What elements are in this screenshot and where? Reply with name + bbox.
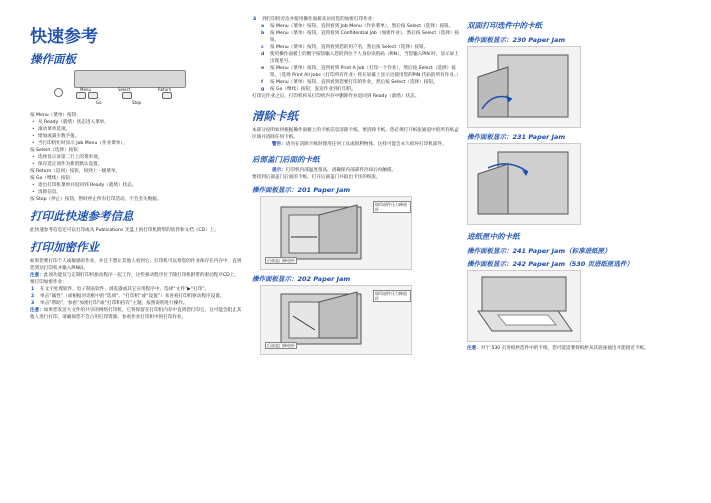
substep-text: 按 Menu（菜单）按钮，直到看到您要打印的作业，然后按 Select（选择）按钮。 xyxy=(270,80,438,85)
note-label: 注意： xyxy=(467,346,481,351)
tip xyxy=(272,167,460,174)
duplex-illustration-2 xyxy=(467,143,581,225)
rear-door-latch-callout: 后部盖门释放杆 xyxy=(267,343,295,348)
substep-item xyxy=(261,86,460,93)
stop-text: 按 Stop（停止）按钮，暂时停止所有打印活动，不会丢失数据。 xyxy=(30,197,162,202)
step-text: 在文字处理软件、电子制表软件、浏览器或其它应用程序中，选择“文件”▶“打印”。 xyxy=(40,287,210,292)
substep-text: 按 Go（继续）按钮，发送作业到打印机。 xyxy=(270,87,356,92)
panel-heading: 操作面板 xyxy=(30,52,76,66)
rear-door-illustration-2 xyxy=(260,285,412,355)
menu-item: • 从 Ready（就绪）状态进入菜单。 xyxy=(38,119,245,126)
encrypted-job-heading: 打印加密作业 xyxy=(30,240,99,254)
step-number: 3 xyxy=(31,301,35,306)
msg-202: 操作面板显示：202 Paper Jam xyxy=(252,275,351,283)
step-number: 4 xyxy=(253,17,257,22)
msg-241 xyxy=(467,246,692,255)
note-text: 对于 530 页进纸匣选件中的卡纸，您可能需要将纸匣从其底座抽出才能接近卡纸。 xyxy=(480,346,649,351)
substep-letter: g xyxy=(261,87,265,92)
return-text: 按 Return（返回）按钮，回到上一级菜单。 xyxy=(30,169,121,174)
msg-231: 操作面板显示：231 Paper Jam xyxy=(467,133,566,141)
substep-item xyxy=(261,51,460,65)
substep-item xyxy=(261,44,460,51)
duplex-unit-icon xyxy=(468,47,580,127)
substep-item xyxy=(261,23,460,30)
column-middle xyxy=(252,16,460,355)
column-right xyxy=(467,16,692,352)
steps-intro: 要打印加密作业： xyxy=(30,280,67,285)
step-text: 单击“属性”（或根据对话框中的“选项”、“打印机”或“设置”）来查看打印机驱动程序设置。 xyxy=(40,294,225,299)
warning xyxy=(272,141,460,148)
print-info-heading: 打印此快速参考信息 xyxy=(30,209,134,223)
tip-text: 打印机内部温度很高，请确保内部部件冷却后再触摸。 xyxy=(285,168,397,173)
substep-item xyxy=(261,79,460,86)
tray-note xyxy=(467,345,692,352)
step-item xyxy=(31,286,245,293)
panel-label-go: Go xyxy=(96,100,102,105)
menu-intro: 按 Menu（菜单）按钮： xyxy=(30,113,81,118)
substep-text: 按 Menu（菜单）按钮，直到看到 Confidential Job（加密作业），然后按 Select（选择）按钮。 xyxy=(270,31,460,43)
panel-display xyxy=(74,70,186,88)
substep-letter: d xyxy=(261,52,265,57)
note-text: 如果您发送大文件的共享的网络打印机，它将保留在打印机内存中直到您打印它。这可能会阻止其他人进行打印，请确保您不会占用打印资源。参看作业打印机中的打印作业。 xyxy=(30,308,242,320)
panel-label-select: Select xyxy=(118,87,131,92)
step-text: 单击“帮助”，参看“加密打印”或“打印和持有”主题，按照说明进行操作。 xyxy=(40,301,188,306)
msg-242-suffix: （530 页进纸匣选件） xyxy=(565,260,634,268)
rear-door-illustration-1 xyxy=(260,196,412,270)
fuser-lever-callout: 熔印部件压力释放杆 xyxy=(373,290,411,302)
print-info-text: 此快速参考信息还可以打印或从 Publications 光盘上的打印机附带的软件和文档（CD）上。 xyxy=(30,228,219,233)
tip-label: 提示： xyxy=(272,168,286,173)
msg-230: 操作面板显示：230 Paper Jam xyxy=(467,36,566,44)
rear-door-latch-callout: 后部盖门释放杆 xyxy=(267,258,295,263)
step-number: 2 xyxy=(31,294,35,299)
tray-jam-heading: 进纸匣中的卡纸 xyxy=(467,232,520,241)
substep-item xyxy=(261,65,461,79)
select-item: • 选择显示屏第二行上的菜单项。 xyxy=(38,154,245,161)
select-key[interactable] xyxy=(122,92,132,99)
step-item xyxy=(31,293,245,300)
msg-201: 操作面板显示：201 Paper Jam xyxy=(252,186,351,194)
warning-label: 警告： xyxy=(272,142,286,147)
go-item: • 退出打印机菜单并返回到 Ready（就绪）状态。 xyxy=(38,182,245,189)
panel-label-menu: Menu xyxy=(80,87,91,92)
msg-242-text: 操作面板显示：242 Paper Jam xyxy=(467,260,566,268)
panel-label-return: Return xyxy=(158,87,172,92)
after-print-text: 打印完作业之后，打印机将从打印机内存中删除作业返回到 Ready（就绪）状态。 xyxy=(252,94,420,99)
encrypted-job-text: 如果您要打印个人或敏感的作业，并且不想让其他人看到它，打印机可以将您的作业保存在内存中，直到您到达打印机并输入PIN码。 xyxy=(30,259,242,271)
substep-letter: c xyxy=(261,45,264,50)
duplex-illustration-1 xyxy=(467,46,581,128)
operator-panel-illustration xyxy=(74,70,184,108)
clearing-jams-text: 本部分说明如何根据操作面板上的卡纸信息清除卡纸。要清除卡纸，您必须打开纸张通道中的所有纸盒区域并清除任何卡纸。 xyxy=(252,128,459,140)
tray-illustration xyxy=(467,270,581,342)
menu-right-key[interactable] xyxy=(88,92,98,99)
note-driver xyxy=(30,272,245,279)
select-intro: 按 Select（选择）按钮： xyxy=(30,148,83,153)
note-label: 注意： xyxy=(30,273,44,278)
substep-letter: f xyxy=(261,80,263,85)
duplex-jam-heading: 双面打印选件中的卡纸 xyxy=(467,21,542,30)
substep-list xyxy=(260,23,460,93)
indicator-light-icon xyxy=(54,88,63,97)
step-item xyxy=(31,300,245,307)
rear-door-text: 要找到后部盖门后面的卡纸，打开后部盖门并取出卡住的纸张。 xyxy=(252,175,381,180)
substep-item xyxy=(261,30,460,44)
substep-text: 按 Menu（菜单）按钮，直到看到您的用户名，然后按 Select（选择）按钮。 xyxy=(270,45,429,50)
msg-241-text: 操作面板显示：241 Paper Jam xyxy=(467,247,566,255)
panel-label-stop: Stop xyxy=(132,100,142,105)
msg-242 xyxy=(467,259,692,268)
substep-letter: a xyxy=(261,24,265,29)
step-item xyxy=(253,16,460,23)
menu-left-key[interactable] xyxy=(76,92,86,99)
page-title: 快速参考 xyxy=(30,27,98,47)
column-left xyxy=(30,22,245,321)
duplex-unit-icon xyxy=(468,144,580,224)
return-key[interactable] xyxy=(162,92,172,99)
substep-letter: b xyxy=(261,31,265,36)
msg-241-suffix: （标准进纸匣） xyxy=(565,247,611,255)
substep-letter: e xyxy=(261,66,265,71)
go-item: • 清除信息。 xyxy=(38,189,245,196)
paper-tray-icon xyxy=(468,271,580,341)
substep-text: 按 Menu（菜单）按钮，直到看到 Print A Job（打印一个作业），然后按 Select（选择）按钮。（选择 Print All Jobs（打印所有作业）将在屏幕上显示出使用您的PIN 代码的所有作业。） xyxy=(270,66,461,78)
substep-text: 使用操作面板上的数字按钮输入您的四位个人身份识别码（PIN），当您输入PIN 时，显示屏上出现星号。 xyxy=(270,52,459,64)
note-large-file xyxy=(30,307,245,321)
step-number: 1 xyxy=(31,287,35,292)
note-text: 此项功能仅与定制打印机驱动程序一起工作，这些驱动程序位于随打印机附带的驱动程序CD上。 xyxy=(43,273,239,278)
menu-item: • 增加或减少数字值。 xyxy=(38,133,245,140)
note-label: 注意： xyxy=(30,308,44,313)
menu-item: • 滚动菜单选项。 xyxy=(38,126,245,133)
rear-door-heading: 后部盖门后面的卡纸 xyxy=(252,155,320,164)
substep-text: 按 Menu（菜单）按钮，直到看到 Job Menu（作业菜单），然后按 Select（选择）按钮。 xyxy=(270,24,454,29)
warning-text: 请勿在清除卡纸时使用任何工具或锐利物体。这样可能会永久损坏打印机部件。 xyxy=(285,142,447,147)
step-text: 到打印机旁边并使用操作面板来访问您的加密打印作业： xyxy=(262,17,377,22)
fuser-lever-callout: 熔印部件压力释放杆 xyxy=(373,201,411,213)
select-item: • 保存选定项作为新的默认设置。 xyxy=(38,161,245,168)
clearing-jams-heading: 清除卡纸 xyxy=(252,109,298,123)
go-intro: 按 Go（继续）按钮： xyxy=(30,176,75,181)
menu-item: • 当打印机忙时显示 Job Menu（作业菜单）。 xyxy=(38,140,245,147)
